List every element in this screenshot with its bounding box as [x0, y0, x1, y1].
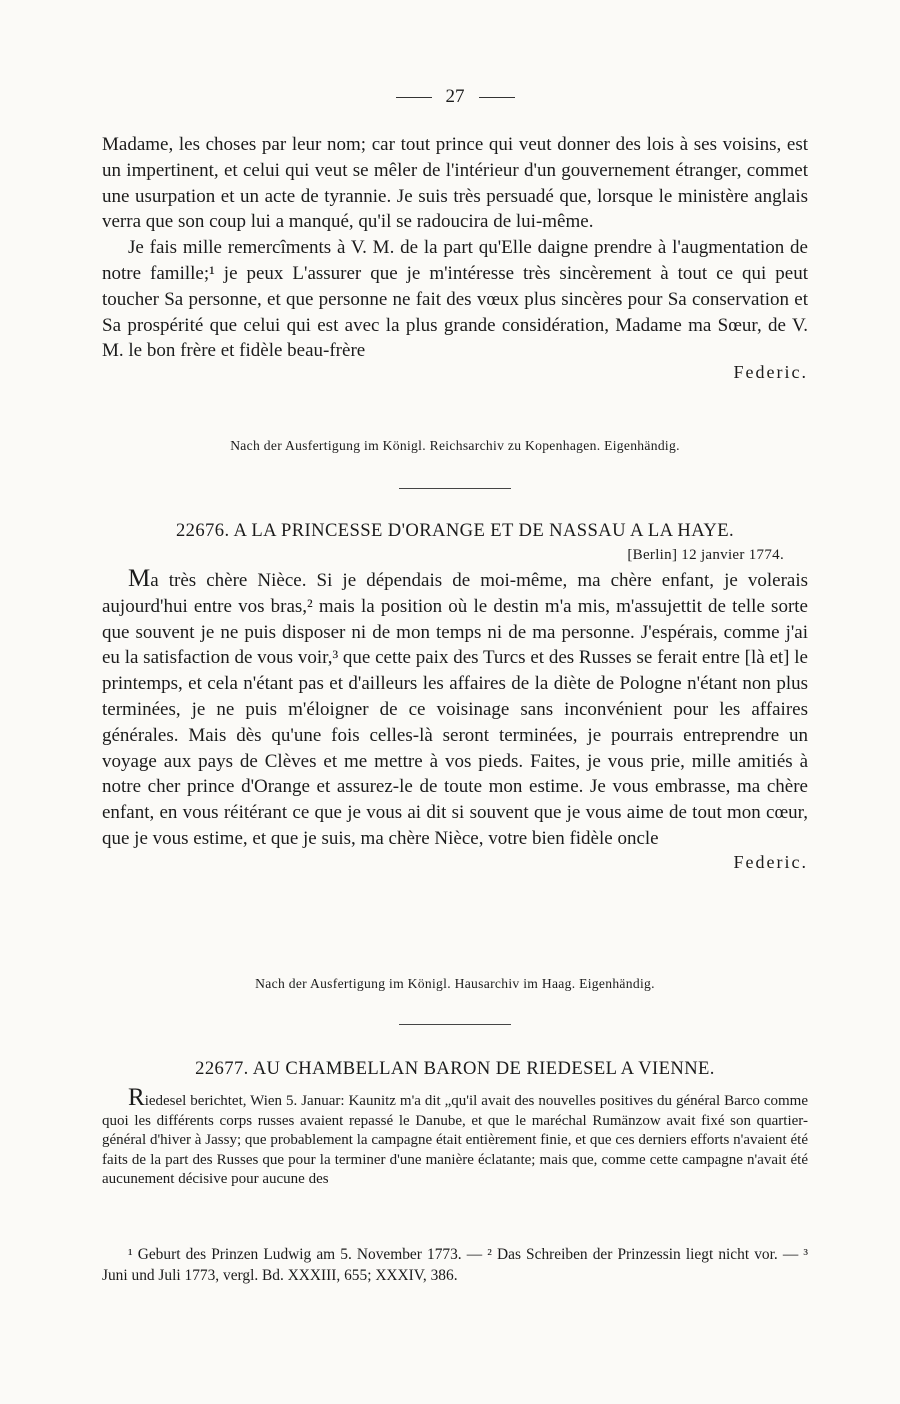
letter-continuation: [102, 132, 808, 383]
letter1-signature: Federic.: [733, 362, 808, 383]
letter1-source-note: Nach der Ausfertigung im Königl. Reichsarchiv zu Kopenhagen. Eigenhändig.: [230, 438, 680, 453]
letter2-source-note: Nach der Ausfertigung im Königl. Hausarchiv im Haag. Eigenhändig.: [255, 976, 655, 991]
letter2-initial: M: [128, 565, 151, 592]
letter3-heading: 22677. AU CHAMBELLAN BARON DE RIEDESEL A VIENNE.: [195, 1058, 715, 1079]
footnotes: ¹ Geburt des Prinzen Ludwig am 5. November 1773. — ² Das Schreiben der Prinzessin liegt nicht vor. — ³ Juni und Juli 1773, vergl. Bd. XXXIII, 655; XXXIV, 386.: [102, 1246, 808, 1284]
letter2-heading: 22676. A LA PRINCESSE D'ORANGE ET DE NASSAU A LA HAYE.: [175, 520, 735, 541]
page-number-dash-right: [479, 97, 515, 98]
section-divider-2: [399, 1024, 511, 1025]
letter-22676: [102, 520, 808, 873]
letter3-body: Riedesel berichtet, Wien 5. Januar: Kaunitz m'a dit „qu'il avait des nouvelles positives du général Barco comme quoi les différents corps russes avaient repassé le Danube, et que le maréchal Rumänzow avait fixé son quartier-général d'hiver à Jassy; que probablement la campagne était entièrement finie, et que ces derniers efforts n'avaient été faits de la part des Russes que pour la terminer d'une manière éclatante; mais que, comme cette campagne n'avait été aucunement décisive pour aucune des: [102, 1084, 808, 1188]
letter2-dateline: [Berlin] 12 janvier 1774.: [627, 547, 784, 563]
letter-22677: [102, 1058, 808, 1190]
letter2-signature: Federic.: [733, 851, 808, 872]
section-divider: [399, 488, 511, 489]
letter1-paragraph-2: Je fais mille remercîments à V. M. de la part qu'Elle daigne prendre à l'augmentation de notre famille;¹ je peux L'assurer que je m'intéresse très sincèrement à tout ce qui peut toucher Sa personne, et que personne ne fait des vœux plus sincères pour Sa conservation et Sa prospérité que celui qui est avec la plus grande considération, Madame ma Sœur, de V. M. le bon frère et fidèle beau-frère: [102, 237, 808, 362]
letter1-continuation-paragraph: Madame, les choses par leur nom; car tout prince qui veut donner des lois à ses voisins, est un impertinent, et celui qui veut se mêler de l'intérieur d'un gouvernement étranger, commet une usurpation et un acte de tyrannie. Je suis très persuadé que, lorsque le ministère anglais verra que son coup lui a manqué, qu'il se radoucira de lui-même.: [102, 134, 808, 233]
letter2-body: Ma très chère Nièce. Si je dépendais de moi-même, ma chère enfant, je volerais aujourd'hui entre vos bras,² mais la position où le destin m'a mis, m'assujettit de telle sorte que souvent je ne puis disposer ni de mon temps ni de ma personne. J'espérais, comme j'ai eu la satisfaction de vous voir,³ que cette paix des Turcs et des Russes se ferait entre [là et] le printemps, et cela n'étant pas et d'ailleurs les affaires de la diète de Pologne n'étant non plus terminées, je ne puis m'éloigner de ce voisinage sans inconvénient pour les affaires générales. Mais dès qu'une fois celles-là seront terminées, je pourrais entreprendre un voyage aux pays de Clèves et me mettre à vos pieds. Faites, je vous prie, mille amitiés à notre cher prince d'Orange et assurez-le de toute mon estime. Je vous embrasse, ma chère enfant, en vous réitérant ce que je vous ai dit si souvent que je vous aime de tout mon cœur, que je vous estime, et que je suis, ma chère Nièce, votre bien fidèle oncle: [102, 565, 808, 849]
letter3-initial: R: [128, 1084, 145, 1111]
page-number-dash-left: [396, 97, 432, 98]
page-number: 27: [102, 86, 808, 108]
